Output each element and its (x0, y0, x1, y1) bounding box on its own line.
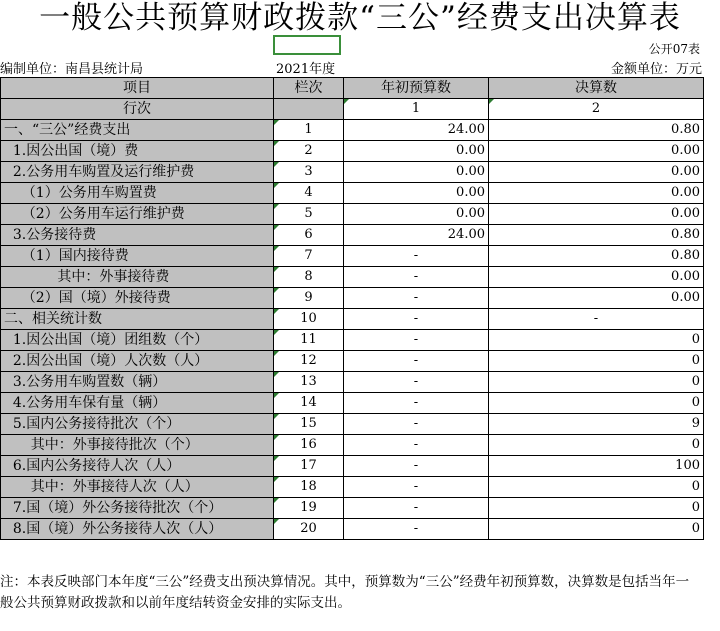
table-row (1, 330, 704, 351)
row-budget-cell: - (344, 267, 489, 288)
row-line-cell: 7 (274, 246, 344, 267)
row-item-cell: 8.国（境）外公务接待人次（人） (1, 519, 274, 540)
row-budget-cell: - (344, 498, 489, 519)
header-line-no: 栏次 (274, 78, 344, 99)
subheader-final-no: 2 (489, 99, 704, 120)
row-budget-cell: - (344, 246, 489, 267)
row-line-cell: 13 (274, 372, 344, 393)
table-row (1, 204, 704, 225)
row-budget-cell: 0.00 (344, 204, 489, 225)
row-budget-cell: - (344, 330, 489, 351)
row-budget-cell: 0.00 (344, 141, 489, 162)
row-final-cell: 9 (489, 414, 704, 435)
table-row (1, 456, 704, 477)
table-row (1, 288, 704, 309)
row-line-cell: 14 (274, 393, 344, 414)
row-item-cell: 1.因公出国（境）费 (1, 141, 274, 162)
table-row (1, 435, 704, 456)
currency-label: 金额单位：万元 (610, 62, 702, 77)
row-line-cell: 12 (274, 351, 344, 372)
row-final-cell: 0.80 (489, 246, 704, 267)
table-row (1, 519, 704, 540)
page-title: 一般公共预算财政拨款“三公”经费支出决算表 (39, 0, 681, 36)
row-final-cell: 0.80 (489, 120, 704, 141)
row-line-cell: 9 (274, 288, 344, 309)
row-budget-cell: - (344, 435, 489, 456)
row-final-cell: 0 (489, 477, 704, 498)
row-line-cell: 16 (274, 435, 344, 456)
subheader-empty (274, 99, 344, 120)
table-row (1, 393, 704, 414)
table-row (1, 120, 704, 141)
row-budget-cell: - (344, 477, 489, 498)
row-budget-cell: 0.00 (344, 183, 489, 204)
row-budget-cell: 24.00 (344, 120, 489, 141)
row-line-cell: 18 (274, 477, 344, 498)
table-row (1, 141, 704, 162)
row-final-cell: 0 (489, 351, 704, 372)
row-item-cell: 二、相关统计数 (1, 309, 274, 330)
row-final-cell: 100 (489, 456, 704, 477)
row-final-cell: 0.00 (489, 183, 704, 204)
table-row (1, 351, 704, 372)
row-final-cell: 0.00 (489, 288, 704, 309)
row-item-cell: 一、“三公”经费支出 (1, 120, 274, 141)
expense-table (0, 77, 704, 540)
row-item-cell: （1）公务用车购置费 (1, 183, 274, 204)
row-final-cell: 0.00 (489, 204, 704, 225)
meta-row (0, 58, 702, 77)
row-final-cell: 0.80 (489, 225, 704, 246)
row-line-cell: 1 (274, 120, 344, 141)
row-final-cell: 0.00 (489, 141, 704, 162)
row-line-cell: 5 (274, 204, 344, 225)
table-row (1, 498, 704, 519)
row-item-cell: （2）国（境）外接待费 (1, 288, 274, 309)
row-final-cell: 0 (489, 435, 704, 456)
row-item-cell: 5.国内公务接待批次（个） (1, 414, 274, 435)
row-final-cell: 0 (489, 372, 704, 393)
row-line-cell: 6 (274, 225, 344, 246)
row-item-cell: （2）公务用车运行维护费 (1, 204, 274, 225)
row-line-cell: 3 (274, 162, 344, 183)
row-item-cell: 4.公务用车保有量（辆） (1, 393, 274, 414)
table-row (1, 477, 704, 498)
row-line-cell: 2 (274, 141, 344, 162)
subheader-row (1, 99, 704, 120)
table-row (1, 309, 704, 330)
row-budget-cell: 24.00 (344, 225, 489, 246)
row-item-cell: 3.公务用车购置数（辆） (1, 372, 274, 393)
table-row (1, 372, 704, 393)
row-item-cell: （1）国内接待费 (1, 246, 274, 267)
row-final-cell: 0 (489, 393, 704, 414)
row-line-cell: 19 (274, 498, 344, 519)
row-item-cell: 2.公务用车购置及运行维护费 (1, 162, 274, 183)
row-final-cell: - (489, 309, 704, 330)
table-row (1, 246, 704, 267)
row-line-cell: 11 (274, 330, 344, 351)
selected-cell[interactable] (273, 35, 341, 55)
row-final-cell: 0.00 (489, 162, 704, 183)
row-item-cell: 2.因公出国（境）人次数（人） (1, 351, 274, 372)
row-budget-cell: - (344, 351, 489, 372)
row-item-cell: 其中：外事接待批次（个） (1, 435, 274, 456)
header-budget: 年初预算数 (344, 78, 489, 99)
row-budget-cell: - (344, 288, 489, 309)
row-item-cell: 6.国内公务接待人次（人） (1, 456, 274, 477)
row-budget-cell: - (344, 309, 489, 330)
unit-label: 编制单位：南昌县统计局 (0, 62, 144, 77)
table-row (1, 267, 704, 288)
row-final-cell: 0 (489, 498, 704, 519)
subheader-label: 行次 (1, 99, 274, 120)
row-budget-cell: - (344, 456, 489, 477)
row-budget-cell: 0.00 (344, 162, 489, 183)
form-code: 公开07表 (648, 42, 700, 56)
row-item-cell: 3.公务接待费 (1, 225, 274, 246)
header-final: 决算数 (489, 78, 704, 99)
table-row (1, 183, 704, 204)
row-budget-cell: - (344, 393, 489, 414)
row-budget-cell: - (344, 519, 489, 540)
row-line-cell: 4 (274, 183, 344, 204)
row-item-cell: 其中：外事接待费 (1, 267, 274, 288)
table-row (1, 225, 704, 246)
row-item-cell: 其中：外事接待人次（人） (1, 477, 274, 498)
row-final-cell: 0.00 (489, 267, 704, 288)
header-item: 项目 (1, 78, 274, 99)
table-row (1, 414, 704, 435)
row-budget-cell: - (344, 372, 489, 393)
row-final-cell: 0 (489, 519, 704, 540)
table-row (1, 162, 704, 183)
subheader-budget-no: 1 (344, 99, 489, 120)
row-line-cell: 15 (274, 414, 344, 435)
footnote: 注：本表反映部门本年度“三公”经费支出预决算情况。其中，预算数为“三公”经费年初预算数，决算数是包括当年一般公共预算财政拨款和以前年度结转资金安排的实际支出。 (0, 574, 690, 611)
year-label: 2021年度 (276, 62, 336, 77)
row-line-cell: 17 (274, 456, 344, 477)
header-row (1, 78, 704, 99)
row-line-cell: 10 (274, 309, 344, 330)
row-line-cell: 20 (274, 519, 344, 540)
row-budget-cell: - (344, 414, 489, 435)
row-final-cell: 0 (489, 330, 704, 351)
row-item-cell: 1.因公出国（境）团组数（个） (1, 330, 274, 351)
row-item-cell: 7.国（境）外公务接待批次（个） (1, 498, 274, 519)
row-line-cell: 8 (274, 267, 344, 288)
